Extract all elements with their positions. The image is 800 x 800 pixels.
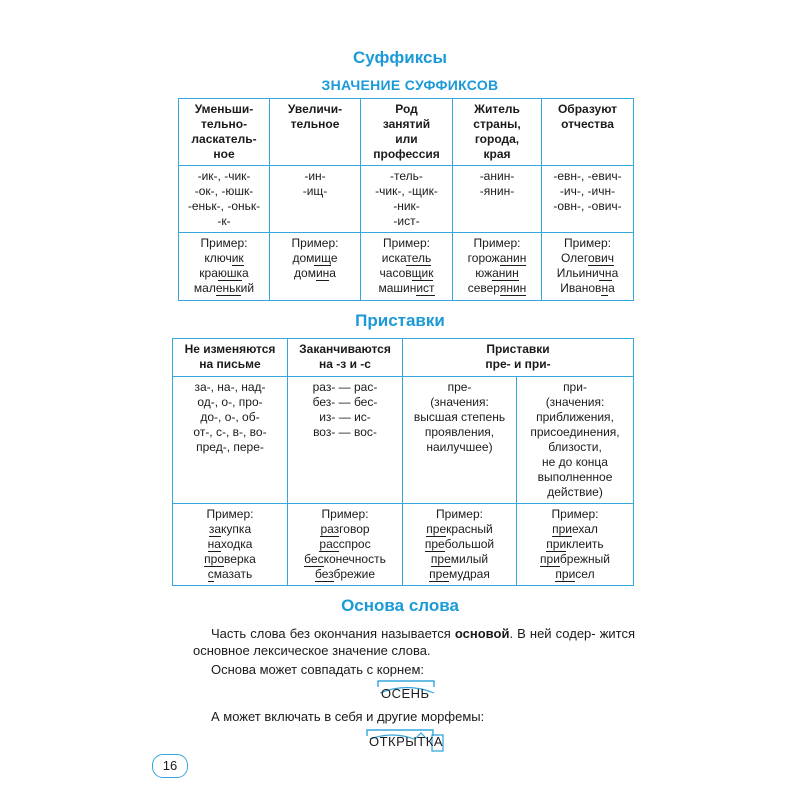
example-word: домина [294, 266, 336, 280]
prefixes-title: Приставки [355, 311, 445, 330]
prefix-list-pairs: раз- — рас- без- — бес- из- — ис- воз- — вос- [288, 377, 403, 504]
example-word: безбрежие [314, 567, 375, 581]
suffix-col-header: Образуют отчества [542, 99, 634, 166]
example-word: закупка [208, 522, 252, 536]
suffix-col-list: -анин- -янин- [453, 166, 542, 233]
prefixes-table [172, 338, 634, 586]
example-word: прибрежный [540, 552, 610, 566]
suffixes-title: Суффиксы [353, 48, 447, 67]
stem-other-morphemes: А может включать в себя и другие морфемы: [211, 709, 485, 724]
example-word: разговор [320, 522, 370, 536]
example-word: домище [292, 251, 338, 265]
example-word: маленький [193, 281, 255, 295]
suffix-list-row [179, 166, 634, 233]
suffix-col-examples: Пример: горожанин южанин северянин [453, 233, 542, 301]
example-word: приехал [552, 522, 598, 536]
prefix-meaning-pre: пре- (значения: высшая степень проявления, наилучшее) [403, 377, 517, 504]
suffix-col-list: -ин- -ищ- [270, 166, 361, 233]
suffix-col-header: Род занятий или профессия [361, 99, 453, 166]
prefix-examples-pri: Пример: приехал приклеить прибрежный присел [517, 504, 634, 586]
example-word: часовщик [379, 266, 434, 280]
prefix-examples-ending: Пример: разговор расспрос бесконечность безбрежие [288, 504, 403, 586]
suffix-col-header: Уменьши- тельно- ласкатель- ное [179, 99, 270, 166]
prefix-examples-unchanged: Пример: закупка находка проверка смазать [173, 504, 288, 586]
example-word: северянин [467, 281, 527, 295]
example-word: Олегович [560, 251, 614, 265]
prefix-meaning-pri: при- (значения: приближения, присоединения, близости, не до конца выполненное действие) [517, 377, 634, 504]
suffix-example-row [179, 233, 634, 301]
suffix-col-examples: Пример: Олегович Ильинична Ивановна [542, 233, 634, 301]
example-word: находка [207, 537, 253, 551]
example-word: Ивановна [560, 281, 615, 295]
example-word: приклеить [546, 537, 604, 551]
prefix-example-row [173, 504, 634, 586]
prefix-header-pre-pri: Приставки пре- и при- [403, 339, 634, 377]
example-word: краюшка [199, 266, 249, 280]
example-word: ключик [204, 251, 244, 265]
suffixes-table [178, 98, 634, 301]
stem-term: основой [454, 626, 510, 641]
prefix-header-row [173, 339, 634, 377]
suffix-col-examples: Пример: домище домина [270, 233, 361, 301]
prefix-examples-pre: Пример: прекрасный пребольшой премилый премудрая [403, 504, 517, 586]
example-word: премилый [430, 552, 489, 566]
suffix-col-examples: Пример: ключик краюшка маленький [179, 233, 270, 301]
suffix-col-header: Житель страны, города, края [453, 99, 542, 166]
suffix-col-list: -тель- -чик-, -щик- -ник- -ист- [361, 166, 453, 233]
suffix-header-row [179, 99, 634, 166]
suffix-col-list: -ик-, -чик- -ок-, -юшк- -еньк-, -оньк- -к- [179, 166, 270, 233]
suffixes-subtitle: ЗНАЧЕНИЕ СУФФИКСОВ [321, 77, 499, 93]
suffix-col-list: -евн-, -евич- -ич-, -ичн- -овн-, -ович- [542, 166, 634, 233]
example-word: южанин [475, 266, 519, 280]
suffix-col-examples: Пример: искатель часовщик машинист [361, 233, 453, 301]
prefix-header-unchanged: Не изменяются на письме [173, 339, 288, 377]
prefix-header-ending: Заканчиваются на -з и -с [288, 339, 403, 377]
example-word: проверка [204, 552, 256, 566]
example-word: расспрос [319, 537, 371, 551]
example-word: прекрасный [426, 522, 493, 536]
example-word: пребольшой [424, 537, 495, 551]
prefix-list-unchanged: за-, на-, над- од-, о-, про- до-, о-, об- от-, с-, в-, во- пред-, пере- [173, 377, 288, 504]
example-word: бесконечность [304, 552, 386, 566]
example-word: присел [555, 567, 595, 581]
example-word: Ильинична [556, 266, 619, 280]
example-word-otkrytka: ОТКРЫТКА [369, 734, 443, 749]
example-word: искатель [381, 251, 432, 265]
stem-definition: Часть слова без окончания называется основой. В ней содер- жится основное лексическое значение слова. [193, 626, 636, 658]
example-word: горожанин [467, 251, 527, 265]
example-word: смазать [207, 567, 253, 581]
page-number: 16 [152, 754, 188, 778]
prefix-list-row [173, 377, 634, 504]
example-word: машинист [378, 281, 435, 295]
stem-title: Основа слова [341, 596, 459, 615]
example-word: премудрая [429, 567, 490, 581]
stem-match-root: Основа может совпадать с корнем: [211, 662, 424, 677]
suffix-col-header: Увеличи- тельное [270, 99, 361, 166]
example-word-osen: ОСЕНЬ [381, 686, 430, 701]
